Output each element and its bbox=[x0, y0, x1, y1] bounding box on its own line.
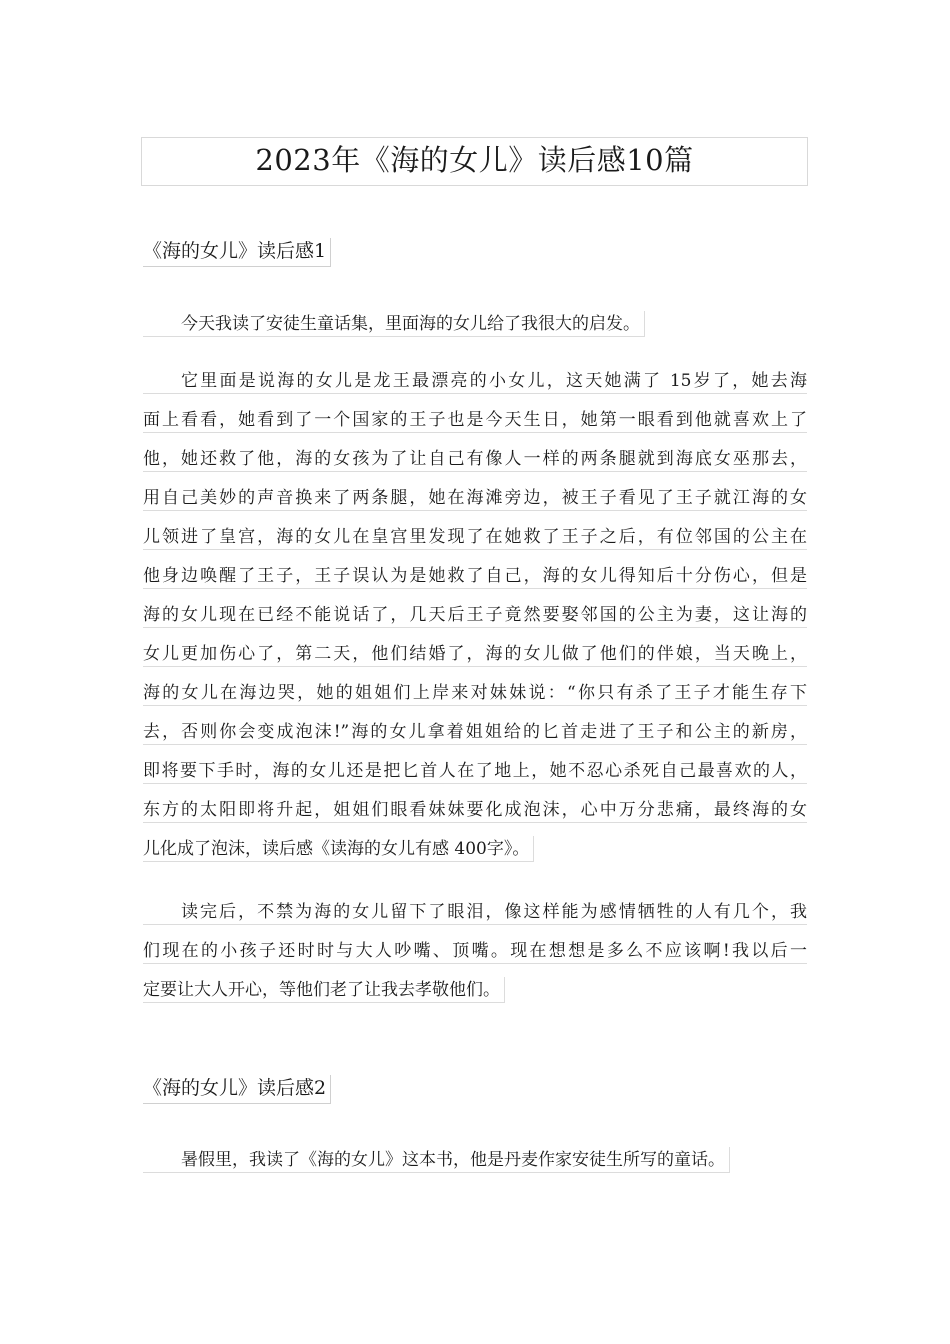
paragraph-2-1 bbox=[143, 1147, 807, 1191]
paragraph-line: 暑假里，我读了《海的女儿》这本书，他是丹麦作家安徒生所写的童话。 bbox=[143, 1147, 730, 1173]
paragraph-line: 它里面是说海的女儿是龙王最漂亮的小女儿，这天她满了 15岁了，她去海 bbox=[143, 368, 807, 394]
paragraph-line: 面上看看，她看到了一个国家的王子也是今天生日，她第一眼看到他就喜欢上了 bbox=[143, 407, 807, 433]
paragraph-1-3 bbox=[143, 899, 807, 1021]
paragraph-line: 他身边唤醒了王子，王子误认为是她救了自己，海的女儿得知后十分伤心，但是 bbox=[143, 563, 807, 589]
paragraph-line: 儿化成了泡沫，读后感《读海的女儿有感 400字》。 bbox=[143, 836, 534, 862]
paragraph-line: 今天我读了安徒生童话集，里面海的女儿给了我很大的启发。 bbox=[143, 311, 645, 337]
paragraph-1-2 bbox=[143, 368, 807, 880]
paragraph-line: 们现在的小孩子还时时与大人吵嘴、顶嘴。现在想想是多么不应该啊!我以后一 bbox=[143, 938, 807, 964]
section-heading-2: 《海的女儿》读后感2 bbox=[143, 1075, 331, 1104]
paragraph-line: 东方的太阳即将升起，姐姐们眼看妹妹要化成泡沫，心中万分悲痛，最终海的女 bbox=[143, 797, 807, 823]
section-heading-1: 《海的女儿》读后感1 bbox=[143, 238, 331, 267]
paragraph-line: 读完后，不禁为海的女儿留下了眼泪，像这样能为感情牺牲的人有几个，我 bbox=[143, 899, 807, 925]
paragraph-1-1 bbox=[143, 311, 807, 355]
paragraph-line: 即将要下手时，海的女儿还是把匕首人在了地上，她不忍心杀死自己最喜欢的人， bbox=[143, 758, 807, 784]
paragraph-line: 儿领进了皇宫，海的女儿在皇宫里发现了在她救了王子之后，有位邻国的公主在 bbox=[143, 524, 807, 550]
paragraph-line: 去，否则你会变成泡沫!”海的女儿拿着姐姐给的匕首走进了王子和公主的新房， bbox=[143, 719, 807, 745]
document-title: 2023年《海的女儿》读后感10篇 bbox=[141, 137, 808, 186]
paragraph-line: 海的女儿在海边哭，她的姐姐们上岸来对妹妹说：“你只有杀了王子才能生存下 bbox=[143, 680, 807, 706]
paragraph-line: 他，她还救了他，海的女孩为了让自己有像人一样的两条腿就到海底女巫那去， bbox=[143, 446, 807, 472]
paragraph-line: 海的女儿现在已经不能说话了，几天后王子竟然要娶邻国的公主为妻，这让海的 bbox=[143, 602, 807, 628]
paragraph-line: 用自己美妙的声音换来了两条腿，她在海滩旁边，被王子看见了王子就江海的女 bbox=[143, 485, 807, 511]
paragraph-line: 女儿更加伤心了，第二天，他们结婚了，海的女儿做了他们的伴娘，当天晚上， bbox=[143, 641, 807, 667]
paragraph-line: 定要让大人开心，等他们老了让我去孝敬他们。 bbox=[143, 977, 505, 1003]
